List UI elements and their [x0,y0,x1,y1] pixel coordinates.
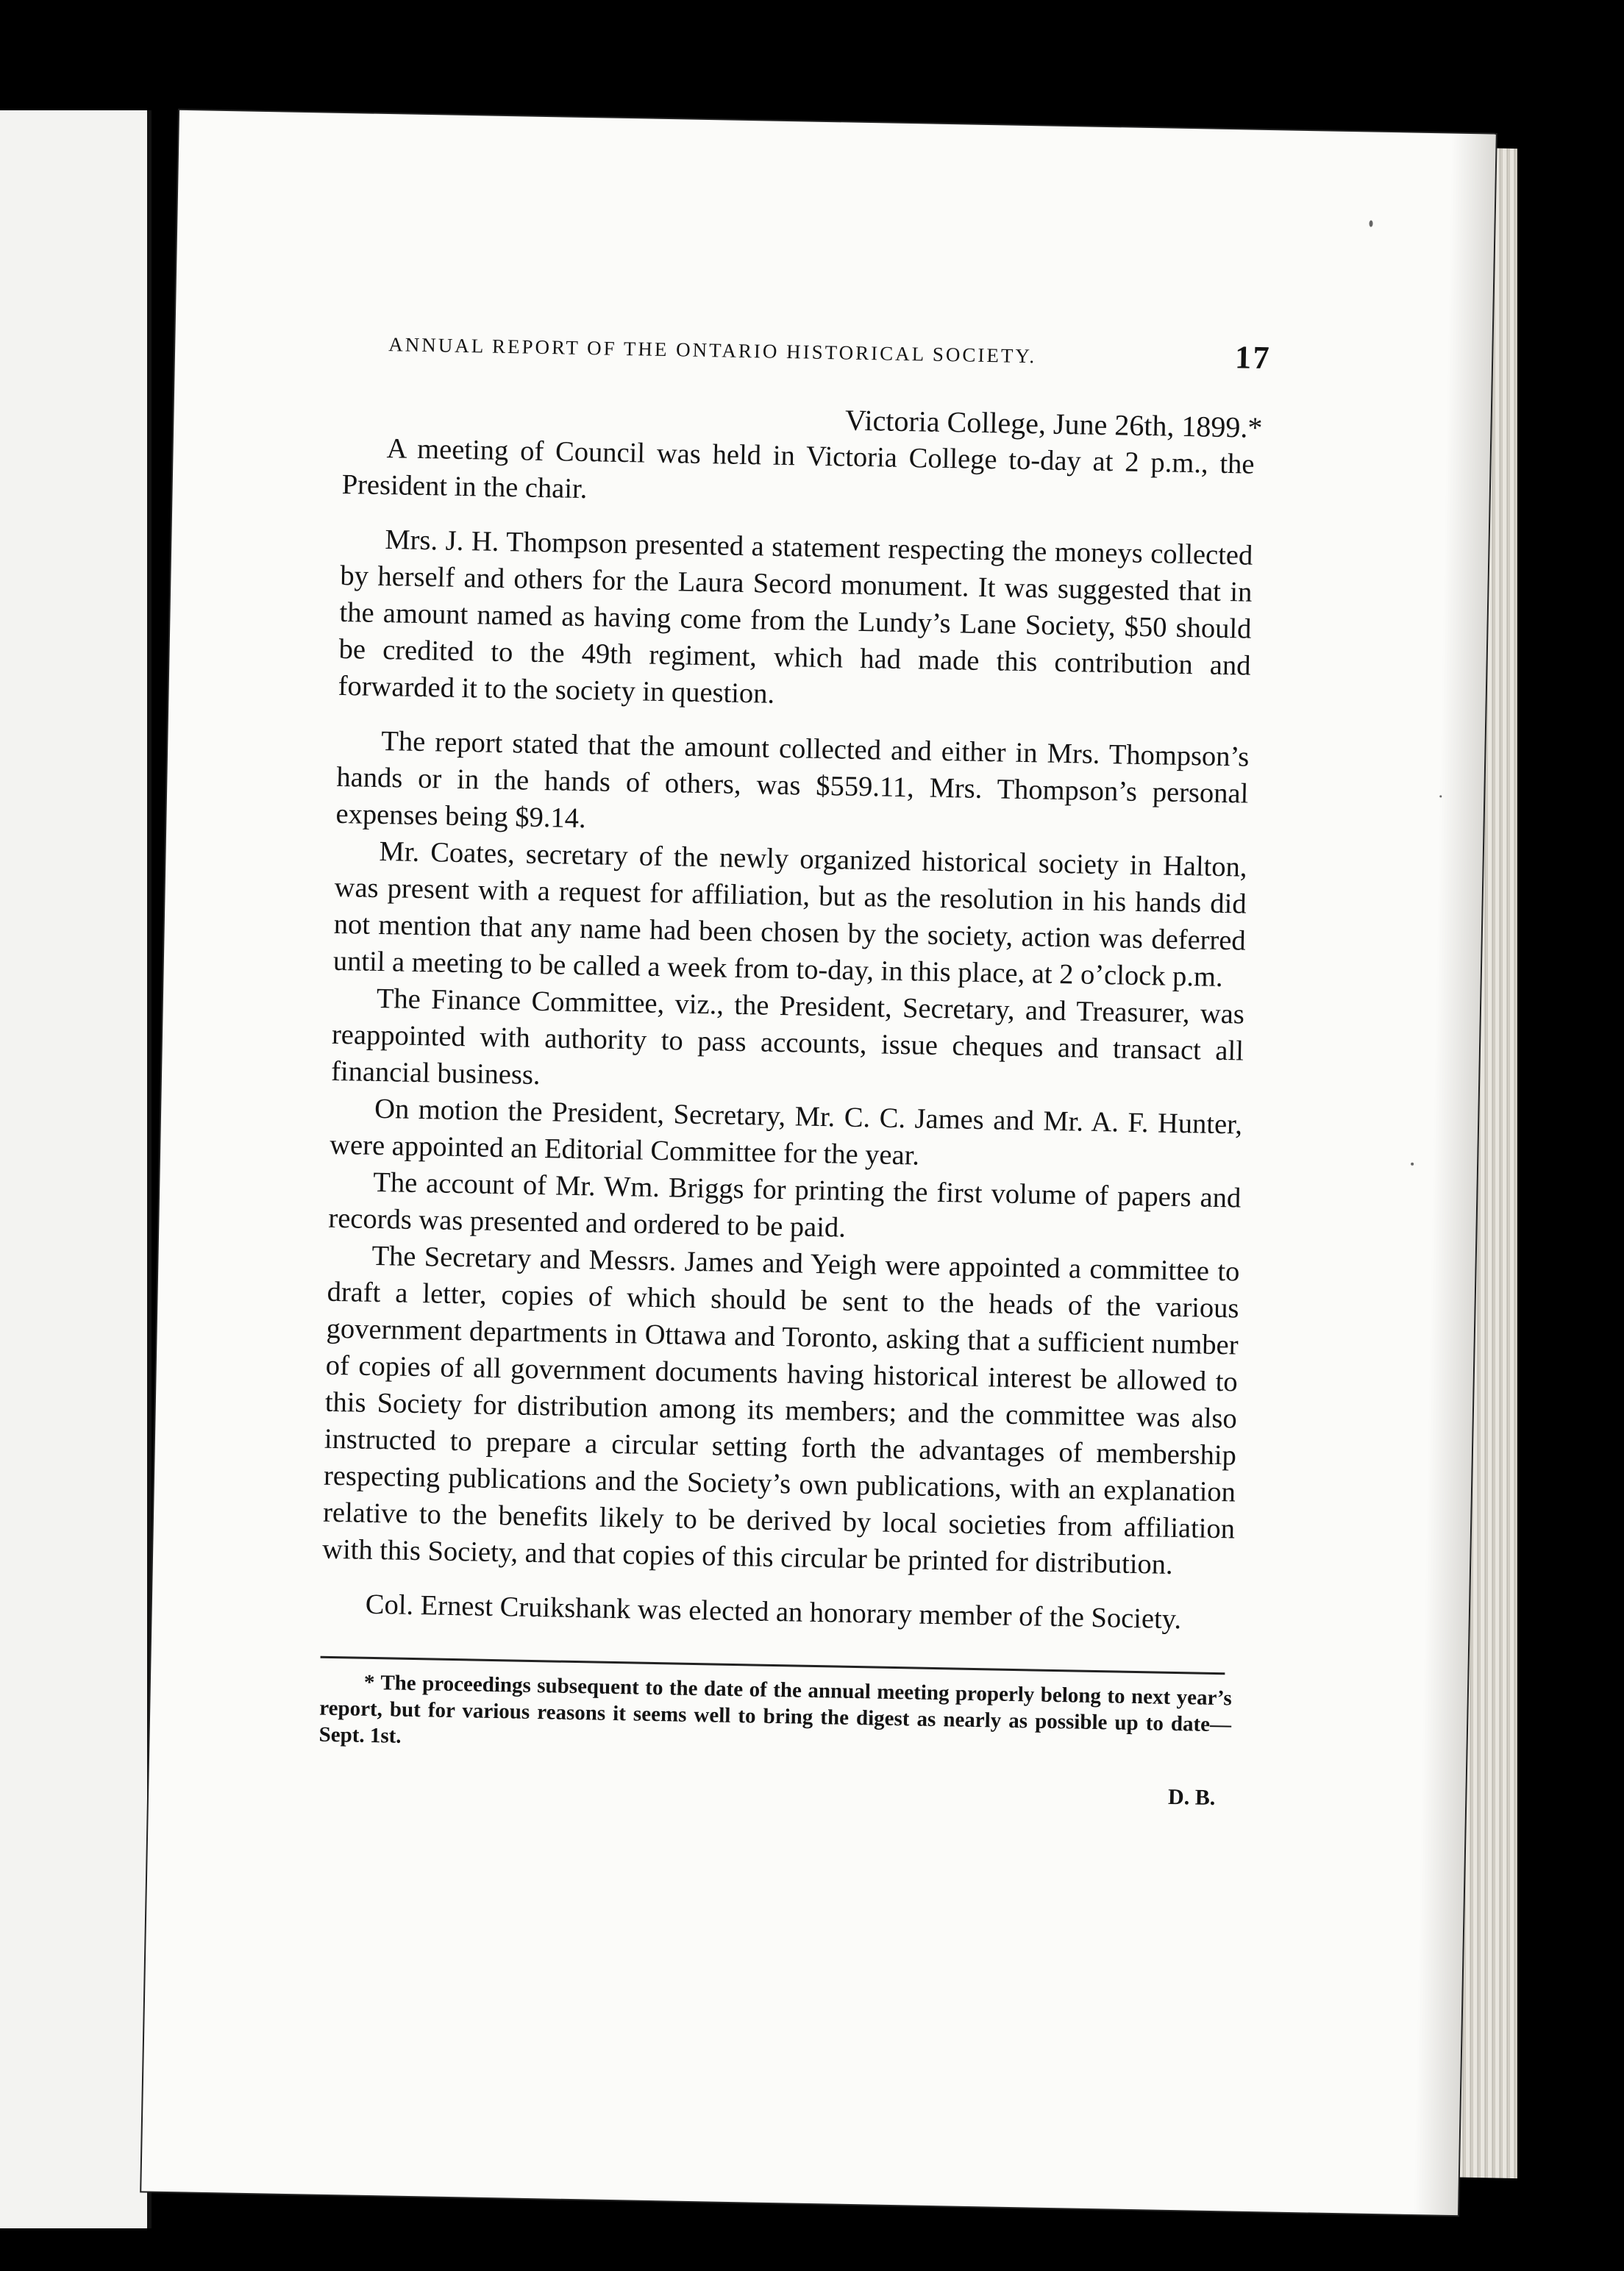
paragraph-briggs-account: The account of Mr. Wm. Briggs for printing the first volume of papers and records was presented and ordered to be paid. [328,1166,1242,1244]
paragraph-report-amount: The report stated that the amount collected and either in Mrs. Thompson’s hands or in the hands of others, was $559.11, Mrs. Thompson’s personal expenses being $9.14. [335,726,1250,835]
text-block [318,312,1272,1811]
dateline: Victoria College, June 26th, 1899.* [844,403,1263,444]
facing-page-edge [0,110,152,2228]
paper-speck [1369,221,1372,227]
paragraph-circular-committee: The Secretary and Messrs. James and Yeigh were appointed a committee to draft a letter, copies of which should be sent to the heads of the various government departments in Ottawa and Toronto, asking that a sufficient number of copies of all government documents having historical interest be allowed to this Society for distribution among its members; and the committee was also instructed to prepare a circular setting forth the advantages of membership respecting publications and the Society’s own publications, with an explanation relative to the benefits likely to be derived by local societies from affiliation with this Society, and that copies of this circular be printed for distribution. [321,1240,1240,1580]
footnote: * The proceedings subsequent to the date of the annual meeting properly belong to next year’s report, but for various reasons it seems well to bring the digest as nearly as possible up to date—Sept. 1st. [318,1670,1233,1748]
paragraph-meeting: A meeting of Council was held in Victoria College to-day at 2 p.m., the President in the chair. [341,433,1255,505]
paper-speck [1439,795,1442,797]
paragraph-editorial-committee: On motion the President, Secretary, Mr. C. C. James and Mr. A. F. Hunter, were appointed an Editorial Committee for the year. [329,1093,1243,1172]
paragraph-cruikshank: Col. Ernest Cruikshank was elected an honorary member of the Society. [365,1589,1182,1636]
running-title: ANNUAL REPORT OF THE ONTARIO HISTORICAL SOCIETY. [388,333,1037,368]
paragraph-finance-committee: The Finance Committee, viz., the President, Secretary, and Treasurer, was reappointed with authority to pass accounts, issue cheques and transact all financial business. [330,983,1245,1091]
paper-speck [1411,1163,1414,1166]
book-page [141,110,1496,2215]
paragraph-thompson-statement: Mrs. J. H. Thompson presented a statement respecting the moneys collected by herself and others for the Laura Secord monument. It was suggested that in the amount named as having come from the Lundy’s Lane Society, $50 should be credited to the 49th regiment, which had made this contribution and forwarded it to the society in question. [338,524,1253,710]
paragraph-coates-affiliation: Mr. Coates, secretary of the newly organized historical society in Halton, was present with a request for affiliation, but as the resolution in his hands did not mention that any name had been chosen by the society, action was deferred until a meeting to be called a week from to-day, in this place, at 2 o’clock p.m. [332,835,1247,994]
running-head [344,312,1272,388]
footnote-signature: D. B. [1167,1784,1216,1811]
page-number: 17 [1234,339,1272,377]
